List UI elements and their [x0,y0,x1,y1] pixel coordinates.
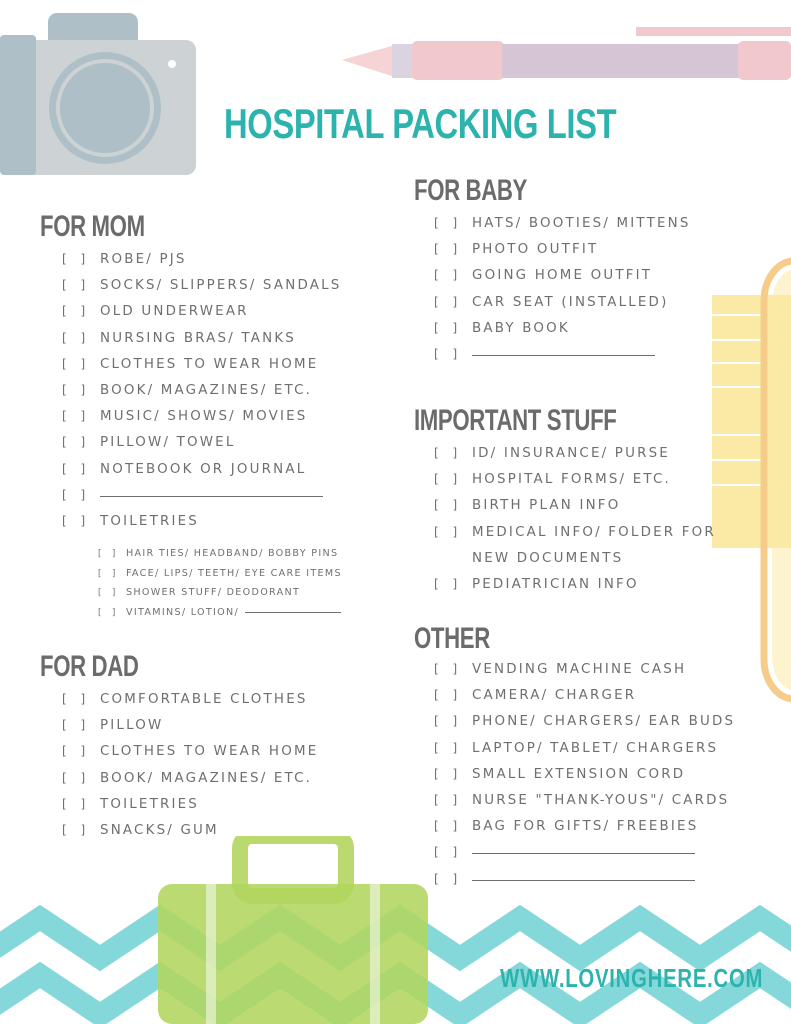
list-item[interactable] [62,278,341,304]
item-label: CAMERA/ CHARGER [472,688,637,704]
section-important-stuff [414,404,688,438]
section-for-mom [40,210,181,244]
item-label: VITAMINS/ LOTION/ [126,606,240,618]
toiletries-sublist [98,548,342,626]
pen-barrel [502,44,742,78]
item-label: ID/ INSURANCE/ PURSE [472,446,670,461]
checkbox[interactable]: [ ] [62,409,91,424]
item-label: BOOK/ MAGAZINES/ ETC. [100,382,313,398]
checkbox[interactable]: [ ] [62,304,91,319]
suitcase-strap-right [370,884,380,1024]
item-label: TOILETRIES [100,796,199,812]
list-item-blank[interactable] [434,845,735,871]
list-item[interactable] [62,462,341,488]
camera-lens-outer [49,52,161,164]
list-item[interactable] [434,525,716,551]
section-other [414,622,517,656]
list-item[interactable] [62,823,318,849]
list-item[interactable] [434,577,716,603]
item-label: COMFORTABLE CLOTHES [100,692,308,707]
item-label: SOCKS/ SLIPPERS/ SANDALS [100,278,342,294]
item-label: HATS/ BOOTIES/ MITTENS [472,216,691,231]
list-item[interactable] [62,383,341,409]
checkbox[interactable]: [ ] [62,770,91,785]
checkbox[interactable]: [ ] [62,461,91,476]
suitcase-body [158,884,428,1024]
item-label: CLOTHES TO WEAR HOME [100,744,319,760]
list-item[interactable] [434,242,691,268]
section-heading: FOR BABY [414,174,527,207]
item-label: VENDING MACHINE CASH [472,662,687,677]
item-label: HOSPITAL FORMS/ ETC. [472,472,671,488]
item-label: MUSIC/ SHOWS/ MOVIES [100,409,308,425]
other-list [434,662,735,898]
item-label: ROBE/ PJS [100,252,187,267]
page-title: HOSPITAL PACKING LIST [224,100,617,147]
list-item[interactable] [62,357,341,383]
item-label: NEW DOCUMENTS [472,550,624,566]
checkbox[interactable]: [ ] [434,845,463,860]
item-label: GOING HOME OUTFIT [472,268,653,284]
camera-dot [168,60,176,68]
checkbox[interactable]: [ ] [62,252,91,266]
checkbox[interactable]: [ ] [62,330,91,345]
list-item[interactable] [62,331,341,357]
checkbox[interactable]: [ ] [434,294,463,309]
pen-illustration [340,22,791,84]
checkbox[interactable]: [ ] [434,576,463,591]
list-item-continuation [434,551,716,577]
checkbox[interactable]: [ ] [434,524,463,539]
item-label: PHONE/ CHARGERS/ EAR BUDS [472,714,736,730]
item-label: BOOK/ MAGAZINES/ ETC. [100,770,313,786]
item-label: PHOTO OUTFIT [472,242,599,258]
checkbox[interactable]: [ ] [434,662,463,676]
checkbox[interactable]: [ ] [434,766,463,781]
item-label: BAG FOR GIFTS/ FREEBIES [472,819,699,835]
list-item[interactable] [434,446,716,472]
list-item[interactable] [434,793,735,819]
checkbox[interactable]: [ ] [434,320,463,335]
checkbox[interactable]: [ ] [434,792,463,807]
section-for-dad [40,650,173,684]
blank-line[interactable] [100,496,323,497]
item-label: PEDIATRICIAN INFO [472,576,639,592]
item-label: HAIR TIES/ HEADBAND/ BOBBY PINS [126,548,339,559]
checkbox[interactable]: [ ] [62,822,91,837]
sub-item[interactable] [98,548,342,568]
item-label: SMALL EXTENSION CORD [472,766,686,782]
list-item[interactable] [62,718,318,744]
list-item[interactable] [434,662,735,688]
checkbox[interactable]: [ ] [62,513,91,528]
checkbox[interactable]: [ ] [62,435,91,450]
list-item[interactable] [62,797,318,823]
pen-tip [342,45,395,77]
pen-ring [412,41,504,80]
section-for-baby [414,174,567,208]
list-item[interactable] [62,252,341,278]
section-heading: IMPORTANT STUFF [414,404,617,437]
checkbox[interactable]: [ ] [434,714,463,729]
blank-line[interactable] [472,853,695,854]
checkbox[interactable]: [ ] [434,242,463,257]
checkbox[interactable]: [ ] [434,740,463,755]
item-label: PILLOW [100,718,164,734]
checkbox[interactable]: [ ] [98,549,120,559]
list-item-blank[interactable] [434,347,691,373]
checkbox[interactable]: [ ] [62,487,91,502]
checkbox[interactable]: [ ] [62,278,91,293]
item-label: NURSE "THANK-YOUS"/ CARDS [472,792,730,808]
ruler-fill [772,269,791,691]
pen-end [738,41,791,80]
checkbox[interactable]: [ ] [62,718,91,733]
pen-clip [636,27,791,36]
list-item[interactable] [434,741,735,767]
pen-grip [392,44,414,78]
checkbox[interactable]: [ ] [434,216,463,230]
checkbox[interactable]: [ ] [62,692,91,706]
list-item[interactable] [62,771,318,797]
item-label: NURSING BRAS/ TANKS [100,330,296,346]
blank-line[interactable] [472,355,655,356]
checkbox[interactable]: [ ] [62,744,91,759]
checkbox[interactable]: [ ] [98,588,120,598]
item-label: MEDICAL INFO/ FOLDER FOR [472,524,716,540]
list-item[interactable] [434,767,735,793]
list-item[interactable] [434,295,691,321]
checkbox[interactable]: [ ] [62,796,91,811]
checkbox[interactable]: [ ] [434,268,463,283]
checkbox[interactable]: [ ] [434,871,463,886]
list-item[interactable] [434,472,716,498]
list-item[interactable] [62,744,318,770]
checkbox[interactable]: [ ] [434,472,463,487]
list-item-blank[interactable] [434,872,735,898]
camera-grip [0,35,36,175]
item-label: OLD UNDERWEAR [100,304,249,320]
list-item[interactable] [62,692,318,718]
ruler-illustration [712,255,791,705]
checkbox[interactable]: [ ] [434,498,463,513]
list-item[interactable] [434,321,691,347]
item-label: SHOWER STUFF/ DEODORANT [126,587,301,598]
baby-list [434,216,691,373]
camera-button [3,36,26,54]
list-item[interactable] [62,304,341,330]
item-label: BABY BOOK [472,320,570,336]
suitcase-illustration [158,836,428,1024]
list-item-blank[interactable] [62,488,341,514]
sub-item[interactable] [98,607,342,627]
item-label: CLOTHES TO WEAR HOME [100,356,319,372]
checkbox[interactable]: [ ] [434,688,463,703]
website-url[interactable]: WWW.LOVINGHERE.COM [499,963,763,993]
item-label: CAR SEAT (INSTALLED) [472,294,669,310]
item-label: FACE/ LIPS/ TEETH/ EYE CARE ITEMS [126,567,342,579]
item-label: NOTEBOOK OR JOURNAL [100,461,307,477]
list-item[interactable] [434,819,735,845]
list-item[interactable] [434,714,735,740]
checkbox[interactable]: [ ] [62,382,91,397]
dad-list [62,692,318,849]
checkbox[interactable]: [ ] [434,819,463,834]
blank-line[interactable] [245,612,341,613]
list-item[interactable] [434,268,691,294]
list-item[interactable] [434,498,716,524]
list-item[interactable] [62,435,341,461]
item-label: PILLOW/ TOWEL [100,435,236,451]
important-list [434,446,716,603]
item-label: BIRTH PLAN INFO [472,498,621,514]
list-item[interactable] [434,688,735,714]
item-label: SNACKS/ GUM [100,822,219,838]
section-heading: OTHER [414,622,490,655]
list-item[interactable] [62,409,341,435]
checkbox[interactable]: [ ] [98,607,120,618]
checkbox[interactable]: [ ] [98,568,120,579]
list-item[interactable] [434,216,691,242]
blank-line[interactable] [472,880,695,881]
list-item[interactable] [62,514,341,540]
mom-list [62,252,341,540]
camera-illustration [0,0,200,180]
section-heading: FOR MOM [40,210,145,243]
item-label: LAPTOP/ TABLET/ CHARGERS [472,740,719,756]
item-label: TOILETRIES [100,513,199,529]
sub-item[interactable] [98,568,342,588]
checkbox[interactable]: [ ] [434,446,463,460]
checkbox[interactable]: [ ] [62,356,91,371]
checkbox[interactable]: [ ] [434,346,463,361]
section-heading: FOR DAD [40,650,139,683]
sub-item[interactable] [98,587,342,607]
suitcase-strap-left [206,884,216,1024]
